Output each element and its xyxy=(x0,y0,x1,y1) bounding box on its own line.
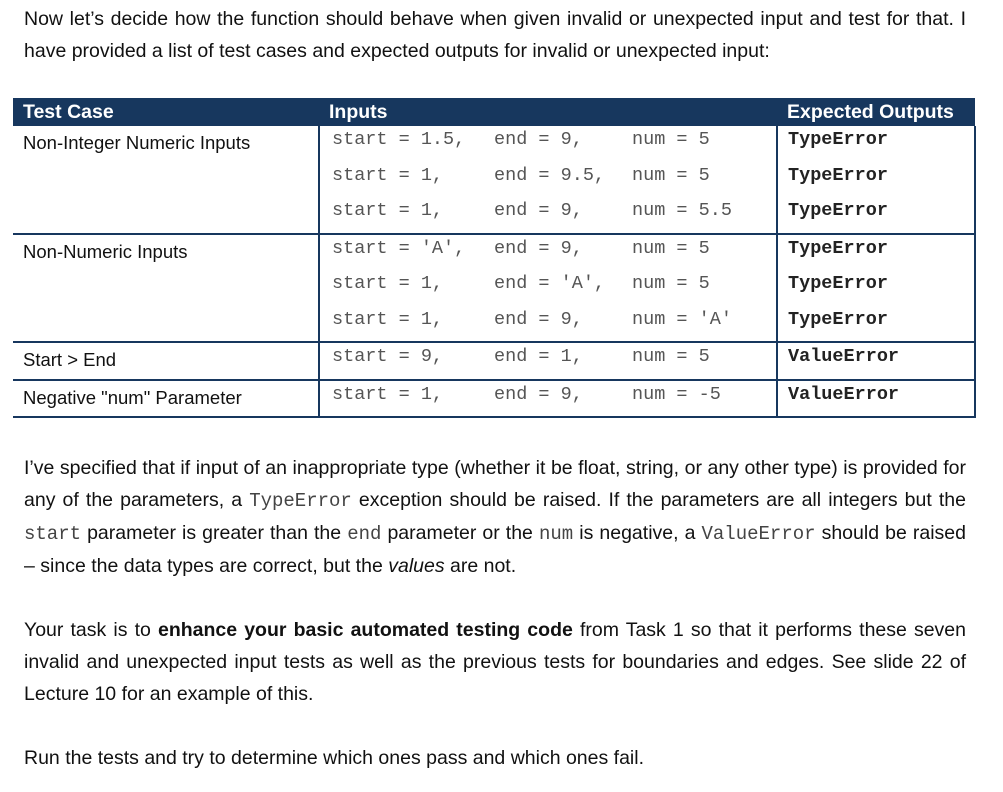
test-case-label: Non-Integer Numeric Inputs xyxy=(23,132,251,153)
expected-output: TypeError xyxy=(788,129,888,150)
expected-output: TypeError xyxy=(788,200,888,221)
input-line: start = 1, end = 9, num = 'A' xyxy=(332,308,732,330)
expected-output-cell xyxy=(777,126,975,234)
test-cases-table xyxy=(13,98,976,418)
input-line: start = 9, end = 1, num = 5 xyxy=(332,346,710,367)
code-num: num xyxy=(538,523,574,545)
input-line: start = 1, end = 9, num = -5 xyxy=(332,383,721,405)
input-line: start = 1, end = 9.5, num = 5 xyxy=(332,164,710,186)
code-start: start xyxy=(24,523,82,545)
inputs-cell xyxy=(319,342,777,380)
expected-output: ValueError xyxy=(788,383,900,405)
exceptions-paragraph: I’ve specified that if input of an inappropriate type (whether it be float, string, or any other type) is provided for any of the parameters, a TypeError exception should be raised. If the parameters are all integers but the start parameter is greater than the end parameter or the num is negative, a ValueError should be raised – since the data types are correct, but the values are not. xyxy=(24,457,966,577)
input-line: start = 'A', end = 9, num = 5 xyxy=(332,237,710,259)
code-valueerror: ValueError xyxy=(701,523,816,545)
input-line: start = 1, end = 9, num = 5.5 xyxy=(332,200,732,221)
header-test-case: Test Case xyxy=(13,98,319,126)
italic-values: values xyxy=(388,555,445,577)
inputs-cell xyxy=(319,234,777,343)
inputs-cell xyxy=(319,126,777,234)
table-row xyxy=(13,342,975,380)
header-inputs: Inputs xyxy=(319,98,777,126)
run-tests-paragraph: Run the tests and try to determine which ones pass and which ones fail. xyxy=(24,747,645,769)
task-paragraph: Your task is to enhance your basic automated testing code from Task 1 so that it performs these seven invalid and unexpected input tests as well as the previous tests for boundaries and edges. See slide 22 of Lecture 10 for an example of this. xyxy=(24,619,966,705)
bold-task-text: enhance your basic automated testing code xyxy=(157,619,573,641)
expected-output-cell xyxy=(777,380,975,418)
test-case-label: Non-Numeric Inputs xyxy=(23,240,188,262)
intro-paragraph: Now let’s decide how the function should behave when given invalid or unexpected input and test for that. I have provided a list of test cases and expected outputs for invalid or unexpected input: xyxy=(24,8,966,62)
expected-output: TypeError xyxy=(788,164,888,186)
expected-output: ValueError xyxy=(788,346,900,367)
table-row xyxy=(13,234,975,343)
expected-output-cell xyxy=(777,234,975,343)
expected-output: TypeError xyxy=(788,308,888,330)
expected-output: TypeError xyxy=(788,273,888,294)
table-row xyxy=(13,126,975,234)
expected-output: TypeError xyxy=(788,237,888,259)
header-expected-outputs: Expected Outputs xyxy=(777,98,975,126)
inputs-cell xyxy=(319,380,777,418)
test-case-label: Start > End xyxy=(23,349,117,370)
table-row xyxy=(13,380,975,418)
input-line: start = 1.5, end = 9, num = 5 xyxy=(332,129,710,150)
code-typeerror: TypeError xyxy=(249,490,352,512)
expected-output-cell xyxy=(777,342,975,380)
table-header-row xyxy=(13,98,975,126)
input-line: start = 1, end = 'A', num = 5 xyxy=(332,273,710,294)
code-end: end xyxy=(347,523,382,545)
test-case-label: Negative "num" Parameter xyxy=(23,386,242,408)
